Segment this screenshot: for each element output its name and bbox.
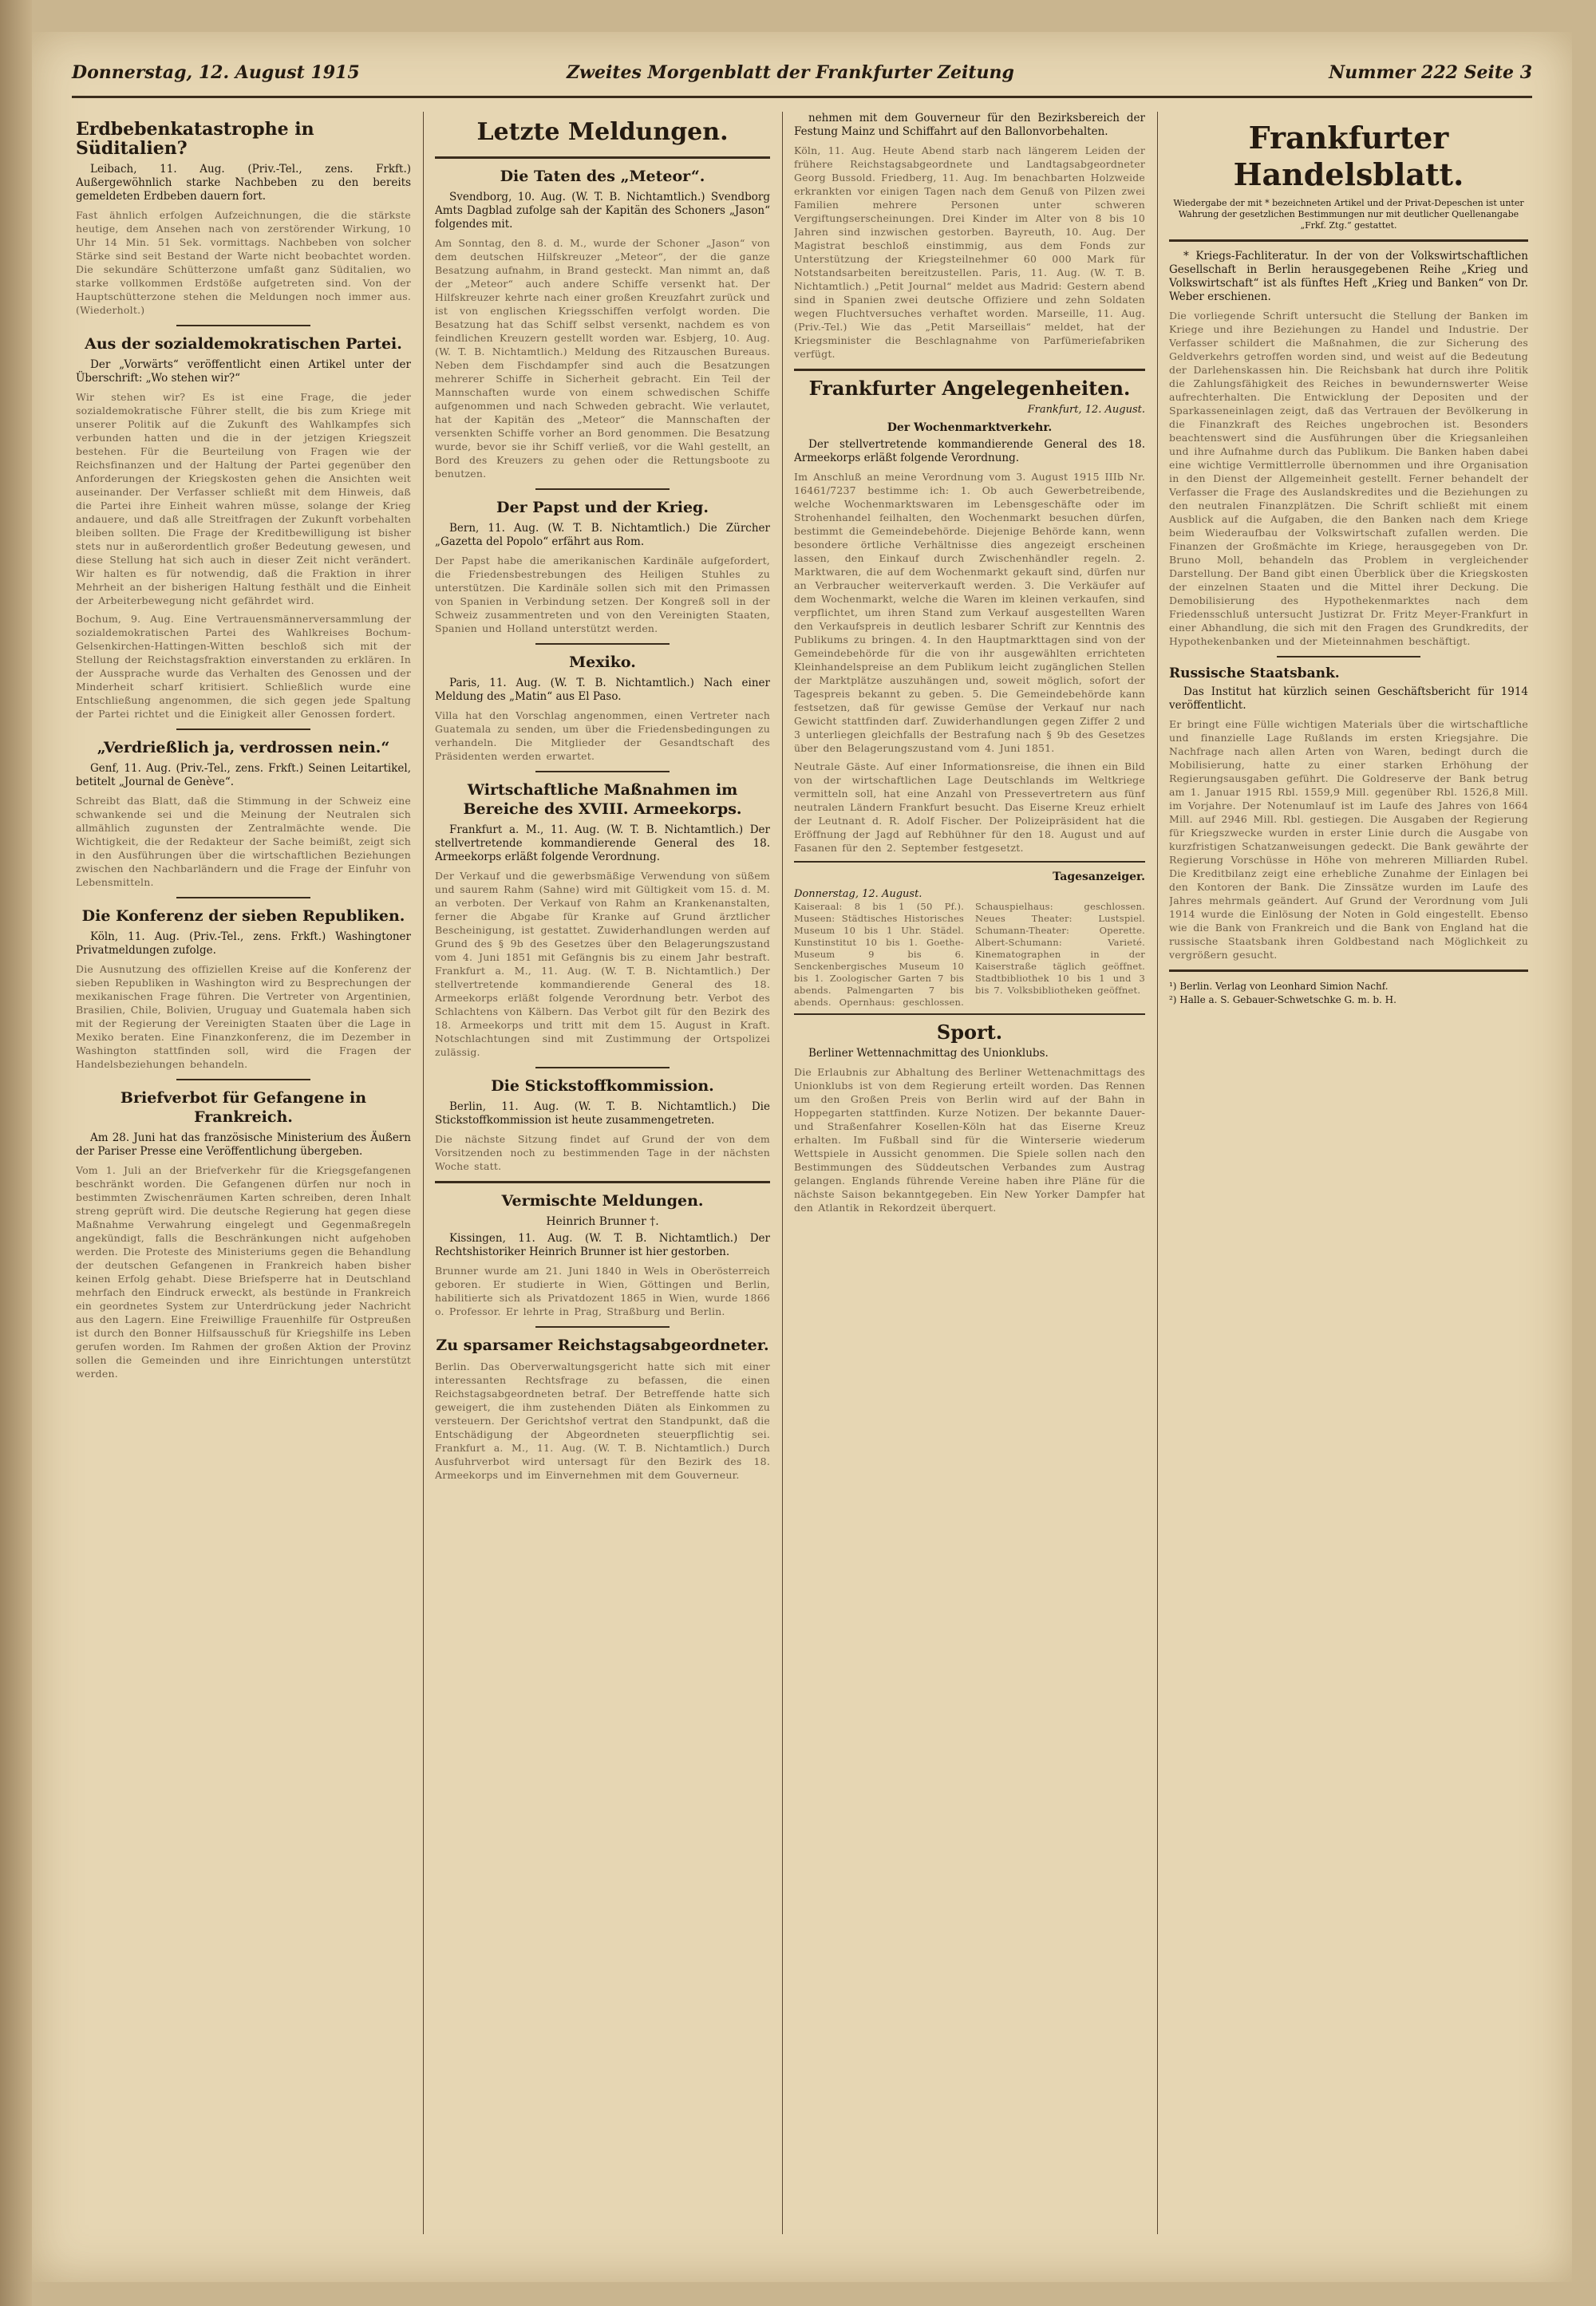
- column-rule: [782, 112, 783, 2234]
- article-body: Vom 1. Juli an der Briefverkehr für die Kriegsgefangenen beschränkt worden. Die Gefangenen dürfen nur noch in bestimmten Zwischenräumen Karten schreiben, deren Inhalt streng geprüft wird. Die deutsche Regierung hat gegen diese Maßnahme Verwahrung eingelegt und Gegenmaßregeln angekündigt, falls die Beschränkungen nicht aufgehoben werden. Die Proteste des Ministeriums gegen die Behandlung der deutschen Gefangenen in Frankreich haben bisher keinen Erfolg gehabt. Diese Briefsperre hat in Deutschland mehrfach den Eindruck erweckt, als bestünde in Frankreich ein geordnetes System zur Unterdrückung jeder Nachricht aus den Lagern. Eine Freiwillige Frauenhilfe für Ostpreußen ist durch den Bonner Hilfsausschuß für Kriegshilfe ins Leben gerufen worden. Im Rahmen der großen Aktion der Provinz sollen die Gemeinden und ihre Einrichtungen unterstützt werden.: [76, 1164, 411, 1380]
- binding-edge: [0, 0, 32, 2306]
- headline: Der Papst und der Krieg.: [496, 499, 709, 516]
- section-header: Frankfurter Angelegenheiten.: [808, 377, 1131, 400]
- headline: Wirtschaftliche Maßnahmen im Bereiche des XVIII. Armeekorps.: [463, 781, 742, 818]
- separator: [176, 729, 310, 730]
- listing-body: Kaiseraal: 8 bis 1 (50 Pf.). Museen: Städtisches Historisches Museum 10 bis 1 Uhr. Städel. Kunstinstitut 10 bis 1. Goethe-Museum 9 bis 6. Senckenbergisches Museum 10 bis 1. Zoologischer Garten 7 bis abends. Palmengarten 7 bis abends. Opernhaus: geschlossen. Schauspielhaus: geschlossen. Neues Theater: Lustspiel. Schumann-Theater: Operette. Albert-Schumann: Varieté. Kinematographen in der Kaiserstraße täglich geöffnet. Stadtbibliothek 10 bis 1 und 3 bis 7. Volksbibliotheken geöffnet.: [794, 901, 1145, 1008]
- headline: „Verdrießlich ja, verdrossen nein.“: [97, 739, 390, 756]
- article-body: Bochum, 9. Aug. Eine Vertrauensmännerversammlung der sozialdemokratischen Partei des Wahlkreises Bochum-Gelsenkirchen-Hattingen-Witten beschloß sich mit der Stellung der Reichstagsfraktion einverstanden zu erklären. In der Aussprache wurde das Verhalten des Genossen und der Minderheit scharf kritisiert. Schließlich wurde eine Entschließung angenommen, die sich gegen jede Spaltung der Partei richtet und die Einigkeit aller Genossen fordert.: [76, 613, 411, 720]
- separator: [176, 897, 310, 898]
- footnote: ²) Halle a. S. Gebauer-Schwetschke G. m. b. H.: [1169, 994, 1396, 1005]
- separator: [1277, 656, 1420, 657]
- article-lead: Bern, 11. Aug. (W. T. B. Nichtamtlich.) Die Zürcher „Gazetta del Popolo“ erfährt aus Rom.: [435, 522, 770, 548]
- listing-box: [794, 861, 1145, 1015]
- article-lead: Svendborg, 10. Aug. (W. T. B. Nichtamtlich.) Svendborg Amts Dagblad zufolge sah der Kapitän des Schoners „Jason“ folgendes mit.: [435, 191, 770, 231]
- separator: [176, 325, 310, 326]
- separator: [1169, 239, 1528, 242]
- separator: [535, 643, 670, 645]
- article-lead: Paris, 11. Aug. (W. T. B. Nichtamtlich.) Nach einer Meldung des „Matin“ aus El Paso.: [435, 677, 770, 703]
- article-lead: Köln, 11. Aug. (Priv.-Tel., zens. Frkft.) Washingtoner Privatmeldungen zufolge.: [76, 930, 411, 957]
- article-body: Wir stehen wir? Es ist eine Frage, die jeder sozialdemokratische Führer stellt, die bis zum Kriege mit unserer Politik auf die Zukunft des Wahlkampfes sich verbunden hatten und die in der jetzigen Kriegszeit bestehen. Für die Beurteilung von Fragen wie der Reichsfinanzen und der Haltung der Partei gegenüber den Anforderungen der Kriegskosten gehen die Ansichten weit auseinander. Der Verfasser schließt mit dem Hinweis, daß die Partei ihre Einheit wahren müsse, solange der Krieg andauere, und daß alle Streitfragen der Zukunft vorbehalten bleiben sollten. Die Frage der Kreditbewilligung ist bisher stets nur in außerordentlich großer Bedeutung gewesen, und diese Stellung hat sich auch in dieser Zeit nicht verändert. Wir halten es für notwendig, daß die Fraktion in ihrer Mehrheit an der bisherigen Haltung festhält und die Einheit der Arbeiterbewegung nicht gefährdet wird.: [76, 391, 411, 606]
- article-lead: nehmen mit dem Gouverneur für den Bezirksbereich der Festung Mainz und Schiffahrt auf den Ballonvorbehalten.: [794, 112, 1145, 138]
- article-body: Neutrale Gäste. Auf einer Informationsreise, die ihnen ein Bild von der wirtschaftlichen Lage Deutschlands im Weltkriege vermitteln soll, hat eine Anzahl von Pressevertretern aus fünf neutralen Ländern Frankfurt besucht. Das Eiserne Kreuz erhielt der Leutnant d. R. Adolf Fischer. Der Polizeipräsident hat die Eröffnung der Jagd auf Rebhühner für den 18. August und auf Fasanen für den 2. September festgesetzt.: [794, 760, 1145, 854]
- article-body: Die vorliegende Schrift untersucht die Stellung der Banken im Kriege und ihre Beziehungen zu Handel und Industrie. Der Verfasser schildert die Maßnahmen, die zur Sicherung des Geldverkehrs getroffen worden sind, und weist auf die Bedeutung der Darlehenskassen hin. Die Reichsbank hat durch ihre Politik die Zahlungsfähigkeit des Reiches in bewundernswerter Weise aufrechterhalten. Die Entwicklung der Depositen und der Sparkasseneinlagen zeigt, daß das Vertrauen der Bevölkerung in die Finanzkraft des Reiches ungebrochen ist. Besonders beachtenswert sind die Ausführungen über die Kriegsanleihen und ihre Aufnahme durch das Publikum. Die Banken haben dabei eine wichtige Vermittlerrolle übernommen und ihre Organisation in den Dienst der Allgemeinheit gestellt. Ferner behandelt der Verfasser die Frage des Auslandskredites und die Beziehungen zu den neutralen Finanzplätzen. Die Schrift schließt mit einem Ausblick auf die Aufgaben, die den Banken nach dem Kriege beim Wiederaufbau der Volkswirtschaft zufallen werden. Die Finanzen der Großmächte im Kriege, herausgegeben von Dr. Bruno Moll, behandeln das Problem in vergleichender Darstellung. Der Band gibt einen Überblick über die Kriegskosten der einzelnen Staaten und die Mittel ihrer Deckung. Die Demobilisierung des Hypothekenmarktes nach dem Friedensschluß untersucht Justizrat Dr. Fritz Meyer-Frankfurt in einer Abhandlung, die sich mit den Fragen des Grundkredits, der Hypothekenbanken und der Mieteinnahmen beschäftigt.: [1169, 310, 1528, 647]
- column-rule: [423, 112, 424, 2234]
- section-header: Sport.: [936, 1021, 1003, 1044]
- headline: Die Stickstoffkommission.: [491, 1077, 714, 1095]
- column-1: [76, 112, 411, 2234]
- separator: [435, 156, 770, 159]
- article-body: Im Anschluß an meine Verordnung vom 3. August 1915 IIIb Nr. 16461/7237 bestimme ich: 1. Ob auch Gewerbetreibende, welche Wochenmarktswaren im Lebensgeschäfte oder im Strohenhandel feilhalten, den Wochenmarkt besuchen dürfen, bestimmt die Gemeindebehörde. Diejenige Behörde kann, wenn besondere örtliche Verhältnisse dies angezeigt erscheinen lassen, den Einkauf durch Zwischenhändler regeln. 2. Marktwaren, die auf dem Wochenmarkt gekauft sind, dürfen nur an Verbraucher weiterverkauft werden. 3. Die Verkäufer auf dem Wochenmarkt, welche die Waren im kleinen verkaufen, sind verpflichtet, um ihren Stand zum Verkauf ausgestellten Waren den Verkaufspreis in deutlich lesbarer Schrift zur Kenntnis des Publikums zu bringen. 4. In den Hauptmarkttagen sind von der Gemeindebehörde für die von ihr ausgewählten errichteten Kleinhandelspreise an dem Publikum leicht zugänglichen Stellen der Marktplätze auszuhängen und, soweit möglich, sofort der Tagespreis bekannt zu geben. 5. Die Gemeindebehörde kann festsetzen, daß für gewisse Gemüse der Verkauf nur nach Gewicht stattfinden darf. Zuwiderhandlungen gegen Ziffer 2 und 3 unterliegen gleichfalls der Bestrafung nach § 9b des Gesetzes über den Belagerungszustand vom 4. Juni 1851.: [794, 471, 1145, 754]
- article-body: Brunner wurde am 21. Juni 1840 in Wels in Oberösterreich geboren. Er studierte in Wien, Göttingen und Berlin, habilitierte sich als Privatdozent 1865 in Wien, wurde 1866 o. Professor. Er lehrte in Prag, Straßburg und Berlin.: [435, 1265, 770, 1317]
- article-lead: Das Institut hat kürzlich seinen Geschäftsbericht für 1914 veröffentlicht.: [1169, 685, 1528, 712]
- masthead-page-number: Nummer 222 Seite 3: [1329, 62, 1532, 83]
- article-body: Villa hat den Vorschlag angenommen, einen Vertreter nach Guatemala zu senden, um über die Friedensbedingungen zu verhandeln. Die Mitglieder der Gesandtschaft des Präsidenten werden erwartet.: [435, 709, 770, 762]
- article-body: Die Ausnutzung des offiziellen Kreise auf die Konferenz der sieben Republiken in Washington wird zu Besprechungen der mexikanischen Frage führen. Die Vertreter von Argentinien, Brasilien, Chile, Bolivien, Uruguay und Guatemala haben sich mit der Regierung der Vereinigten Staaten über die Lage in Mexiko beraten. Eine Finanzkonferenz, die im Dezember in Washington stattfinden soll, wird die Fragen der Handelsbeziehungen behandeln.: [76, 963, 411, 1070]
- article-body: Schreibt das Blatt, daß die Stimmung in der Schweiz eine schwankende sei und die Meinung der Neutralen sich allmählich zugunsten der Zentralmächte wende. Die Wichtigkeit, die der Redakteur der Sache beimißt, zeigt sich in den Ausführungen über die wirtschaftlichen Beziehungen zwischen den Nachbarländern und die Frage der Einfuhr von Lebensmitteln.: [76, 795, 411, 888]
- separator: [535, 1326, 670, 1328]
- article-body: Köln, 11. Aug. Heute Abend starb nach längerem Leiden der frühere Reichstagsabgeordnete und Landtagsabgeordneter Georg Bussold. Friedberg, 11. Aug. Im benachbarten Holzweide erkrankten vor einigen Tagen nach dem Genuß von Pilzen zwei Familien mehrere Personen unter schweren Vergiftungserscheinungen. Drei Kinder im Alter von 8 bis 10 Jahren sind inzwischen gestorben. Bayreuth, 10. Aug. Der Magistrat beschloß einstimmig, aus dem Fonds zur Unterstützung der Kriegsteilnehmer 60 000 Mark für Notstandsarbeiten bereitzustellen. Paris, 11. Aug. (W. T. B. Nichtamtlich.) „Petit Journal“ meldet aus Madrid: Gestern abend sind in Spanien zwei deutsche Offiziere und zehn Soldaten wegen Fluchtversuches verhaftet worden. Marseille, 11. Aug. (Priv.-Tel.) Wie das „Petit Marseillais“ meldet, hat der Kriegsminister die Beschlagnahme von Parfümeriefabriken verfügt.: [794, 144, 1145, 360]
- article-lead: Frankfurt a. M., 11. Aug. (W. T. B. Nichtamtlich.) Der stellvertretende kommandierende General des 18. Armeekorps erläßt folgende Verordnung.: [435, 823, 770, 863]
- masthead-date: Donnerstag, 12. August 1915: [72, 62, 360, 83]
- separator: [1169, 969, 1528, 972]
- subheadline: Der Wochenmarktverkehr.: [887, 421, 1053, 434]
- article-lead: Am 28. Juni hat das französische Ministerium des Äußern der Pariser Presse eine Veröffentlichung übergeben.: [76, 1131, 411, 1158]
- headline: Mexiko.: [569, 653, 636, 671]
- separator: [535, 771, 670, 772]
- article-body: Am Sonntag, den 8. d. M., wurde der Schoner „Jason“ von dem deutschen Hilfskreuzer „Meteor“, der die ganze Besatzung aufnahm, in Brand gesteckt. Man nimmt an, daß der „Meteor“ auch andere Schiffe versenkt hat. Der Hilfskreuzer kehrte nach einer großen Kreuzfahrt zurück und ist von englischen Kriegsschiffen verfolgt worden. Die Besatzung hat das Schiff selbst versenkt, nachdem es von feindlichen Kreuzern gestellt worden war. Esbjerg, 10. Aug. (W. T. B. Nichtamtlich.) Meldung des Ritzauschen Bureaus. Neben dem Fischdampfer sind auch die Besatzungen mehrerer Schiffe in Sicherheit gebracht. Ein Teil der Mannschaften wurde von einem schwedischen Schiffe aufgenommen und nach Schweden gebracht. Wie verlautet, hat der Kapitän des „Meteor“ die Mannschaften der versenkten Schiffe vorher an Bord genommen. Die Besatzung wurde, bevor sie ihr Schiff verließ, vor die Wahl gestellt, an Bord des Kreuzers zu gehen oder die Rettungsboote zu benutzen.: [435, 237, 770, 480]
- headline: Zu sparsamer Reichstagsabgeordneter.: [436, 1337, 769, 1354]
- column-2: [435, 112, 770, 2234]
- masthead: [72, 48, 1532, 98]
- article-body: Der Verkauf und die gewerbsmäßige Verwendung von süßem und saurem Rahm (Sahne) wird mit Gültigkeit vom 15. d. M. an verboten. Der Verkauf von Rahm an Krankenanstalten, ferner die Abgabe für Kranke auf Grund ärztlicher Bescheinigung, ist gestattet. Zuwiderhandlungen werden auf Grund des § 9b des Gesetzes über den Belagerungszustand vom 4. Juni 1851 mit Gefängnis bis zu einem Jahr bestraft. Frankfurt a. M., 11. Aug. (W. T. B. Nichtamtlich.) Der stellvertretende kommandierende General des 18. Armeekorps erläßt folgende Verordnung betr. Verbot des Schlachtens von Kälbern. Das Verbot gilt für den Bezirk des 18. Armeekorps und tritt mit dem 15. August in Kraft. Notschlachtungen sind mit Zustimmung der Ortspolizei zulässig.: [435, 870, 770, 1058]
- footnote: ¹) Berlin. Verlag von Leonhard Simion Nachf.: [1169, 981, 1389, 992]
- article-body: Die Erlaubnis zur Abhaltung des Berliner Wettenachmittags des Unionklubs ist von dem Regierung erteilt worden. Das Rennen um den Großen Preis von Berlin wird auf der Bahn in Hoppegarten stattfinden. Kurze Notizen. Der bekannte Dauer- und Straßenfahrer Kosellen-Köln hat das Eiserne Kreuz erhalten. Im Fußball sind für die Winterserie wiederum Wettspiele in Aussicht genommen. Die Spiele sollen nach den Bestimmungen des Süddeutschen Verbandes zum Austrag gelangen. Englands führende Vereine haben ihre Pläne für die nächste Saison bekanntgegeben. Ein New Yorker Dampfer hat den Atlantik in Rekordzeit überquert.: [794, 1066, 1145, 1214]
- separator: [794, 369, 1145, 371]
- separator: [176, 1079, 310, 1080]
- article-lead: Leibach, 11. Aug. (Priv.-Tel., zens. Frkft.) Außergewöhnlich starke Nachbeben zu den bereits gemeldeten Erdbeben dauern fort.: [76, 163, 411, 203]
- headline: Aus der sozialdemokratischen Partei.: [85, 335, 402, 353]
- masthead-paper-name: Zweites Morgenblatt der Frankfurter Zeitung: [567, 62, 1014, 83]
- article-body: Fast ähnlich erfolgen Aufzeichnungen, die die stärkste heutige, dem Ansehen nach von zerstörender Wirkung, 10 Uhr 14 Min. 51 Sek. vormittags. Nachbeben von solcher Stärke sind seit Bestand der Warte nicht beobachtet worden. Die sekundäre Schütterzone umfaßt ganz Süditalien, wo starke vollkommen Erdstöße aufgetreten sind. Von der Hauptschütterzone stehen die Meldungen noch immer aus. (Wiederholt.): [76, 209, 411, 316]
- headline: Die Taten des „Meteor“.: [500, 168, 705, 185]
- article-lead: * Kriegs-Fachliteratur. In der von der Volkswirtschaftlichen Gesellschaft in Berlin herausgegebenen Reihe „Krieg und Volkswirtschaft“ ist als fünftes Heft „Krieg und Banken“ von Dr. Weber erschienen.: [1169, 250, 1528, 303]
- separator: [535, 1067, 670, 1068]
- article-lead: Genf, 11. Aug. (Priv.-Tel., zens. Frkft.) Seinen Leitartikel, betitelt „Journal de Genève“.: [76, 762, 411, 788]
- separator: [435, 1181, 770, 1183]
- article-body: Berlin. Das Oberverwaltungsgericht hatte sich mit einer interessanten Rechtsfrage zu befassen, die einen Reichstagsabgeordneten betraf. Der Betreffende hatte sich geweigert, die ihm zustehenden Diäten als Einkommen zu versteuern. Der Gerichtshof vertrat den Standpunkt, daß die Entschädigung der Abgeordneten steuerpflichtig sei. Frankfurt a. M., 11. Aug. (W. T. B. Nichtamtlich.) Durch Ausfuhrverbot wird untersagt für den Bezirk des 18. Armeekorps und im Einvernehmen mit dem Gouverneur.: [435, 1360, 770, 1481]
- headline: Russische Staatsbank.: [1169, 665, 1340, 681]
- listing-date: Donnerstag, 12. August.: [794, 888, 922, 900]
- section-header: Letzte Meldungen.: [476, 118, 729, 146]
- article-lead: Berlin, 11. Aug. (W. T. B. Nichtamtlich.) Die Stickstoffkommission ist heute zusammengetreten.: [435, 1100, 770, 1127]
- column-rule: [1157, 112, 1158, 2234]
- headline: Vermischte Meldungen.: [501, 1192, 704, 1210]
- article-lead: Der stellvertretende kommandierende General des 18. Armeekorps erläßt folgende Verordnung.: [794, 438, 1145, 464]
- reprint-notice: Wiedergabe der mit * bezeichneten Artikel und der Privat-Depeschen ist unter Wahrung der gesetzlichen Bestimmungen nur mit deutlicher Quellenangabe „Frkf. Ztg.“ gestattet.: [1173, 198, 1524, 231]
- column-4: [1169, 112, 1528, 2234]
- headline: Briefverbot für Gefangene in Frankreich.: [120, 1089, 367, 1126]
- article-body: Der Papst habe die amerikanischen Kardinäle aufgefordert, die Friedensbestrebungen des Heiligen Stuhles zu unterstützen. Die Kardinäle sollen sich mit den Primassen von Spanien in Verbindung setzen. Der Kongreß soll in der Schweiz zusammentreten und von den Vereinigten Staaten, Spanien und Holland unterstützt werden.: [435, 555, 770, 634]
- article-lead: Kissingen, 11. Aug. (W. T. B. Nichtamtlich.) Der Rechtshistoriker Heinrich Brunner ist hier gestorben.: [435, 1232, 770, 1258]
- separator: [535, 488, 670, 490]
- headline: Erdbebenkatastrophe in Süditalien?: [76, 119, 314, 159]
- dateline: Frankfurt, 12. August.: [1027, 404, 1145, 416]
- section-header: Frankfurter Handelsblatt.: [1233, 120, 1464, 192]
- article-body: Die nächste Sitzung findet auf Grund der von dem Vorsitzenden noch zu bestimmenden Tage in der nächsten Woche statt.: [435, 1133, 770, 1172]
- article-lead: Der „Vorwärts“ veröffentlicht einen Artikel unter der Überschrift: „Wo stehen wir?“: [76, 358, 411, 385]
- subheadline: Heinrich Brunner †.: [546, 1215, 659, 1228]
- column-3: [794, 112, 1145, 2234]
- article-lead: Berliner Wettennachmittag des Unionklubs.: [808, 1047, 1049, 1060]
- listing-title: Tagesanzeiger.: [1053, 871, 1145, 883]
- article-body: Er bringt eine Fülle wichtigen Materials über die wirtschaftliche und finanzielle Lage Rußlands im ersten Kriegsjahre. Die Nachfrage nach allen Arten von Waren, bedingt durch die Mobilisierung, hatte zu einer starken Erhöhung der Regierungsausgaben geführt. Die Goldreserve der Bank betrug am 1. Januar 1915 Rbl. 1559,9 Mill. gegenüber Rbl. 1526,8 Mill. im Vorjahre. Der Notenumlauf ist im Laufe des Jahres von 1664 Mill. auf 2946 Mill. Rbl. gestiegen. Die Ausgaben der Regierung für Kriegszwecke wurden in erster Linie durch die Ausgabe von kurzfristigen Schatzanweisungen gedeckt. Die Bank gewährte der Regierung Vorschüsse in Höhe von mehreren Milliarden Rubel. Die Kreditbilanz zeigt eine erhebliche Zunahme der Einlagen bei den Kontoren der Bank. Die Zinssätze wurden im Laufe des Jahres mehrmals geändert. Auf Grund der Verordnung vom Juli 1914 wurde die Einlösung der Noten in Gold eingestellt. Ebenso wie die Bank von Frankreich und die Bank von England hat die russische Staatsbank ihren Goldbestand nach Möglichkeit zu vergrößern gesucht.: [1169, 718, 1528, 961]
- headline: Die Konferenz der sieben Republiken.: [81, 907, 405, 925]
